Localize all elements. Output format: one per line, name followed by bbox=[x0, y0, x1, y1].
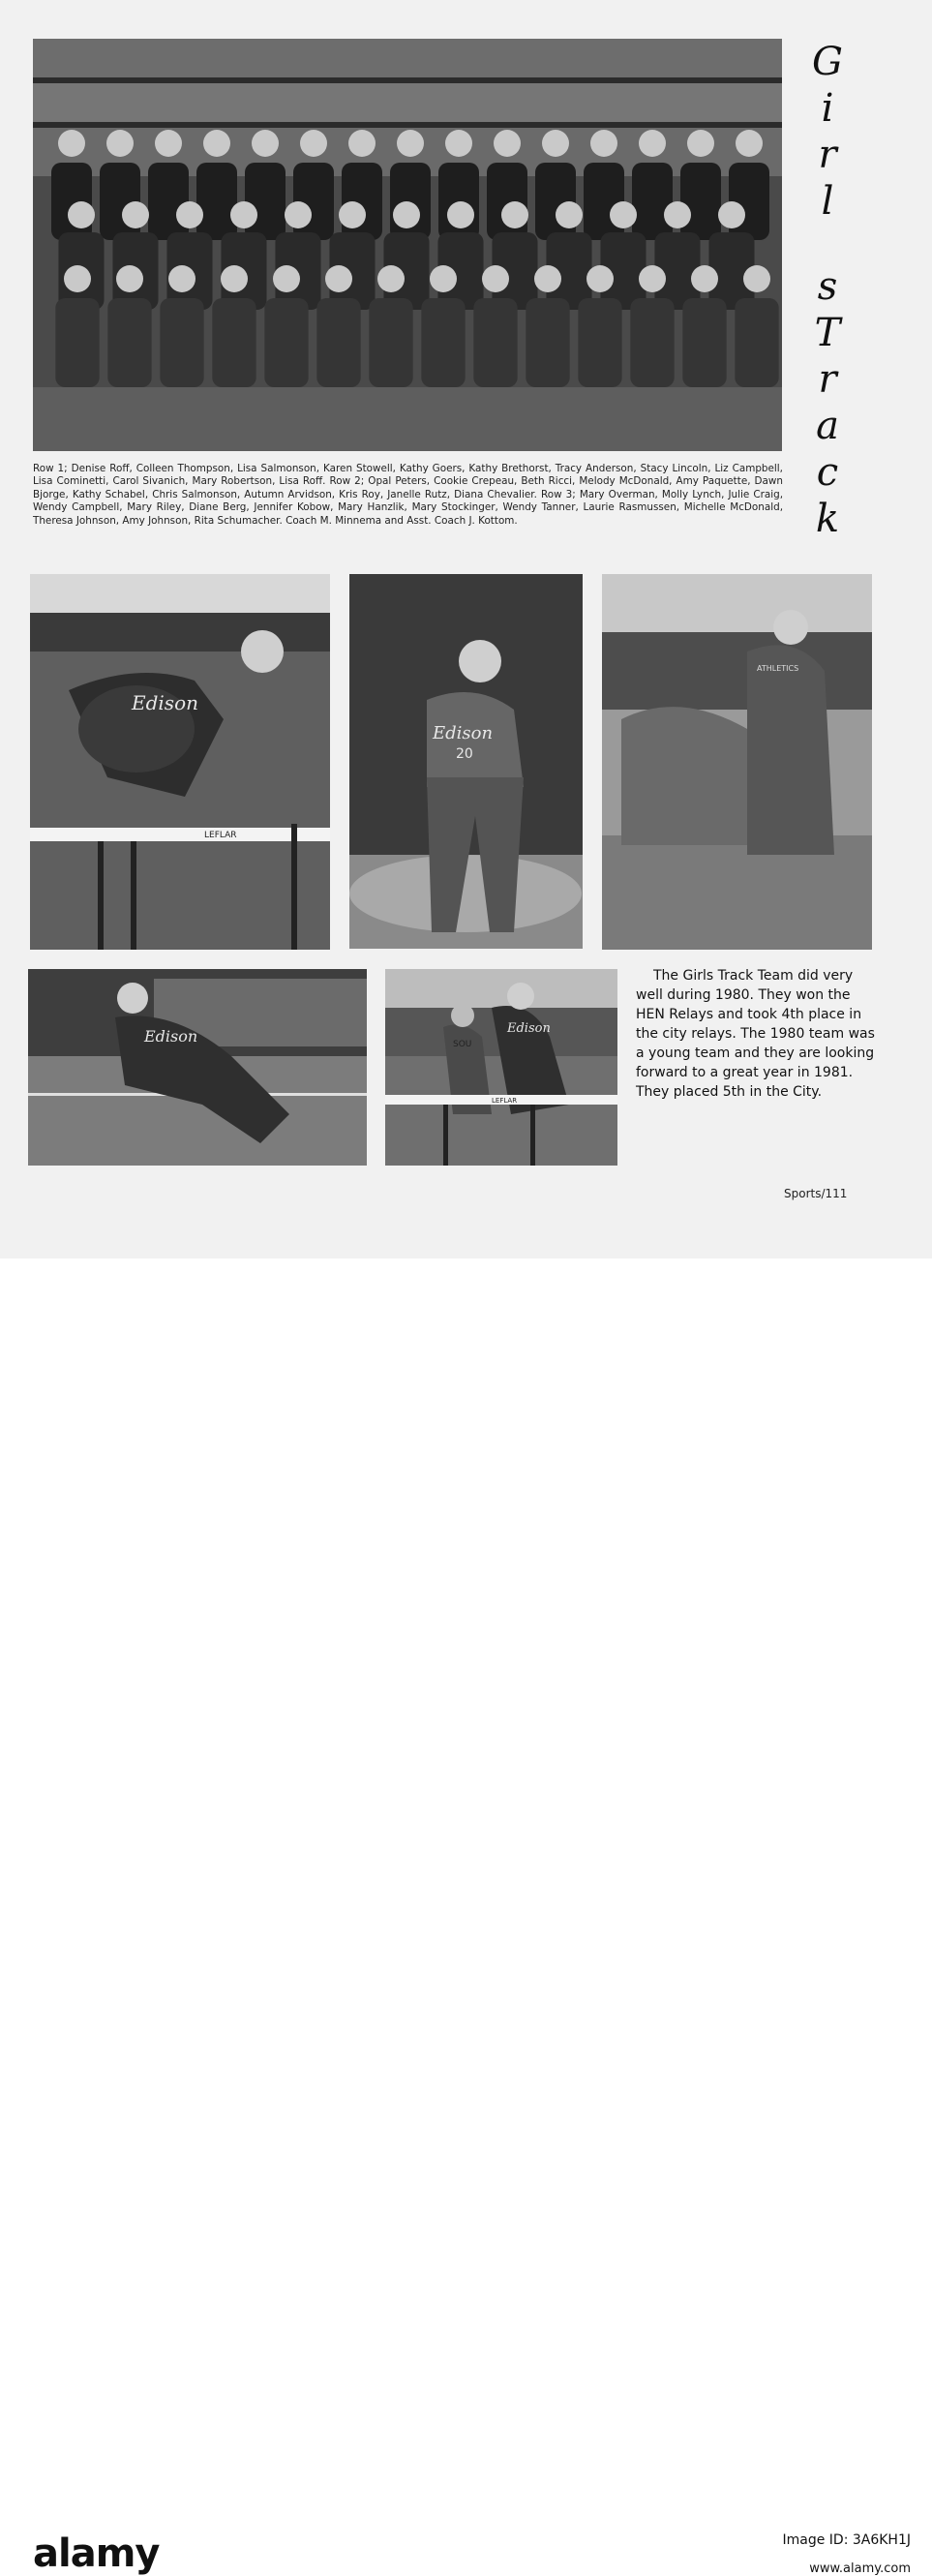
sidelines-photo bbox=[602, 574, 872, 950]
stock-image-id: Image ID: 3A6KH1J bbox=[782, 2532, 911, 2548]
team-member-body bbox=[421, 298, 465, 387]
page-folio: Sports/111 bbox=[784, 1187, 848, 1200]
vertical-title bbox=[794, 39, 861, 542]
team-member-body bbox=[148, 163, 189, 240]
jersey-text-edison: Edison bbox=[507, 1021, 551, 1036]
high-jump-photo bbox=[28, 969, 367, 1166]
team-member-head bbox=[664, 201, 691, 228]
jersey-text-edison: Edison bbox=[144, 1027, 198, 1046]
team-member-head bbox=[155, 130, 182, 157]
team-member-head bbox=[116, 265, 143, 292]
team-member-head bbox=[447, 201, 474, 228]
stock-url: www.alamy.com bbox=[809, 2561, 911, 2576]
team-member-body bbox=[735, 298, 778, 387]
team-member-head bbox=[482, 265, 509, 292]
jersey-text-edison: Edison bbox=[132, 691, 198, 714]
team-member-body bbox=[682, 298, 726, 387]
team-member-head bbox=[718, 201, 745, 228]
team-member-head bbox=[252, 130, 279, 157]
team-member-body bbox=[316, 298, 360, 387]
team-member-head bbox=[64, 265, 91, 292]
title-gap bbox=[794, 225, 861, 263]
jersey-text-edison: Edison bbox=[433, 723, 494, 743]
hurdle-brand-text: LEFLAR bbox=[492, 1097, 518, 1105]
team-member-head bbox=[285, 201, 312, 228]
team-member-body bbox=[729, 163, 769, 240]
team-member-head bbox=[168, 265, 195, 292]
team-member-head bbox=[501, 201, 528, 228]
team-caption: Row 1; Denise Roff, Colleen Thompson, Lisa Salmonson, Karen Stowell, Kathy Goers, Kathy Brethorst, Tracy Anderson, Stacy Lincoln, Liz Campbell, Lisa Cominetti, Carol Sivanich, Mary Robertson, Lisa Roff. Row 2; Opal Peters, Cookie Crepeau, Beth Ricci, Melody McDonald, Amy Paquette, Dawn Bjorge, Kathy Schabel, Chris Salmonson, Autumn Arvidson, Kris Roy, Janelle Rutz, Diana Chevalier. Row 3; Mary Overman, Molly Lynch, Julie Craig, Wendy Campbell, Mary Riley, Diane Berg, Jennifer Kobow, Mary Hanzlik, Mary Stockinger, Wendy Tanner, Laurie Rasmussen, Michelle McDonald, Theresa Johnson, Amy Johnson, Rita Schumacher. Coach M. Minnema and Asst. Coach J. Kottom. bbox=[33, 463, 783, 527]
team-member-head bbox=[230, 201, 257, 228]
team-member-body bbox=[51, 163, 92, 240]
team-member-head bbox=[586, 265, 614, 292]
team-member-body bbox=[100, 163, 140, 240]
team-member-body bbox=[212, 298, 256, 387]
team-member-head bbox=[176, 201, 203, 228]
team-member-body bbox=[107, 298, 151, 387]
team-member-body bbox=[632, 163, 673, 240]
team-member-head bbox=[325, 265, 352, 292]
team-member-body bbox=[160, 298, 203, 387]
stock-logo: alamy bbox=[33, 2531, 160, 2576]
team-member-head bbox=[339, 201, 366, 228]
team-member-head bbox=[273, 265, 300, 292]
team-member-head bbox=[639, 265, 666, 292]
story-text: The Girls Track Team did very well during 1980. They won the HEN Relays and took 4th place in the city relays. The 1980 team was a young team and they are looking forward to a great year in 1981. They placed 5th in the City. bbox=[636, 968, 875, 1100]
team-member-body bbox=[55, 298, 99, 387]
title-letter: r bbox=[818, 133, 837, 177]
team-member-head bbox=[556, 201, 583, 228]
team-member-head bbox=[377, 265, 405, 292]
team-member-head bbox=[397, 130, 424, 157]
title-letter: G bbox=[812, 40, 843, 84]
yearbook-page bbox=[0, 0, 932, 1258]
team-member-head bbox=[590, 130, 617, 157]
team-member-body bbox=[680, 163, 721, 240]
team-member-head bbox=[610, 201, 637, 228]
team-member-head bbox=[494, 130, 521, 157]
team-member-head bbox=[445, 130, 472, 157]
team-member-head bbox=[430, 265, 457, 292]
title-letter: i bbox=[821, 86, 834, 131]
title-letter: c bbox=[816, 450, 839, 495]
stock-footer bbox=[0, 1258, 932, 2576]
team-member-body bbox=[473, 298, 517, 387]
team-member-body bbox=[487, 163, 527, 240]
title-letter: a bbox=[816, 404, 839, 448]
team-member-body bbox=[196, 163, 237, 240]
shot-put-photo bbox=[349, 574, 583, 949]
hurdle-race-photo bbox=[385, 969, 617, 1166]
hurdle-brand-text: LEFLAR bbox=[204, 831, 237, 840]
team-member-head bbox=[736, 130, 763, 157]
team-member-body bbox=[584, 163, 624, 240]
title-letter: k bbox=[815, 497, 840, 541]
team-member-body bbox=[526, 298, 569, 387]
team-member-body bbox=[578, 298, 621, 387]
sweatshirt-text: ATHLETICS bbox=[757, 664, 799, 673]
team-member-body bbox=[535, 163, 576, 240]
team-member-body bbox=[630, 298, 674, 387]
jersey-text-south: SOU bbox=[453, 1040, 472, 1049]
team-member-head bbox=[122, 201, 149, 228]
team-member-head bbox=[542, 130, 569, 157]
team-member-head bbox=[58, 130, 85, 157]
team-member-head bbox=[393, 201, 420, 228]
team-member-body bbox=[438, 163, 479, 240]
team-member-body bbox=[293, 163, 334, 240]
team-member-head bbox=[221, 265, 248, 292]
team-member-head bbox=[743, 265, 770, 292]
jersey-number: 20 bbox=[456, 746, 473, 762]
team-member-head bbox=[534, 265, 561, 292]
title-letter: r bbox=[818, 357, 837, 402]
team-member-head bbox=[300, 130, 327, 157]
team-member-head bbox=[639, 130, 666, 157]
team-member-head bbox=[348, 130, 376, 157]
title-letter: T bbox=[814, 311, 841, 355]
team-member-head bbox=[106, 130, 134, 157]
team-member-body bbox=[369, 298, 412, 387]
team-member-head bbox=[691, 265, 718, 292]
team-member-body bbox=[342, 163, 382, 240]
team-member-body bbox=[390, 163, 431, 240]
title-letter: s bbox=[817, 264, 838, 309]
team-member-body bbox=[245, 163, 286, 240]
title-letter: l bbox=[821, 179, 834, 224]
team-photo bbox=[33, 39, 782, 451]
team-member-head bbox=[68, 201, 95, 228]
team-member-head bbox=[203, 130, 230, 157]
hurdler-photo bbox=[30, 574, 330, 950]
team-member-body bbox=[264, 298, 308, 387]
team-member-head bbox=[687, 130, 714, 157]
